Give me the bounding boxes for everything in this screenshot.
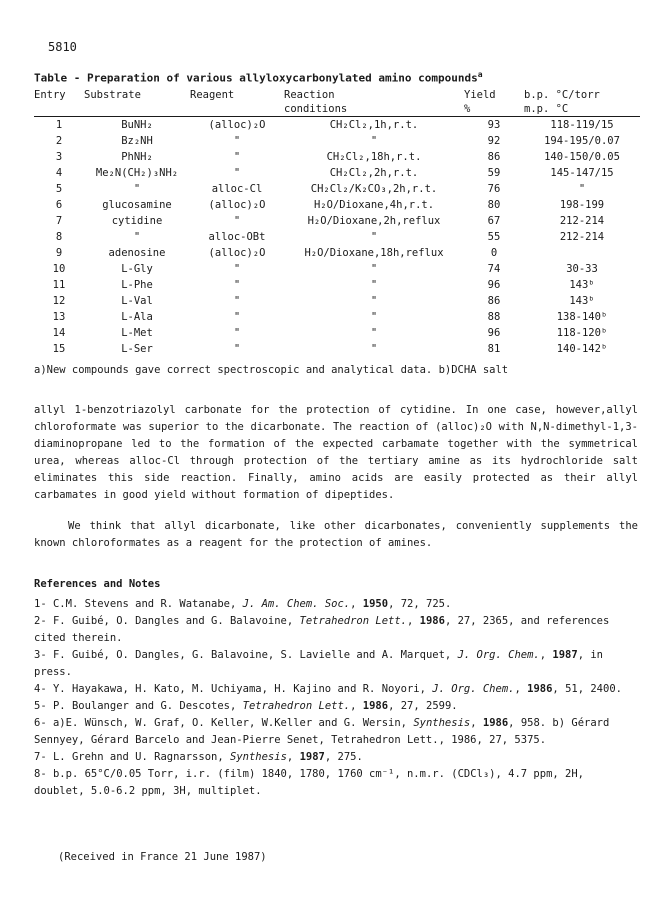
cell-substrate: ": [133, 231, 141, 243]
reference-year: 1987: [299, 751, 325, 763]
reference-journal: J. Org. Chem.: [432, 683, 515, 695]
reference-text: Y. Hayakawa, H. Kato, M. Uchiyama, H. Kajino and R. Noyori,: [52, 683, 433, 695]
table-row: [34, 213, 640, 229]
reference-sep: ,: [350, 598, 363, 610]
cell-reagent: alloc-OBt: [208, 231, 266, 243]
table-row: [34, 165, 640, 181]
cell-reagent: ": [233, 343, 241, 355]
cell-entry: 13: [52, 311, 66, 323]
reference-tail: , 72, 725.: [388, 598, 452, 610]
reference-text: F. Guibé, O. Dangles, G. Balavoine, S. Lavielle and A. Marquet,: [52, 649, 458, 661]
cell-substrate: L-Val: [121, 295, 153, 307]
cell-entry: 15: [52, 343, 66, 355]
header-yield-unit: %: [464, 102, 524, 117]
reference-tail: , 27, 2365, and references cited therein.: [34, 615, 610, 644]
reference-tail: , in press.: [34, 649, 603, 678]
header-yield: Yield: [464, 89, 496, 101]
reference-number: 6-: [34, 717, 47, 729]
cell-bp: 118-119/15: [550, 119, 614, 131]
cell-substrate: L-Ser: [121, 343, 153, 355]
cell-reagent: ": [233, 327, 241, 339]
header-entry: Entry: [34, 89, 66, 101]
cell-reagent: ": [233, 263, 241, 275]
table-row: [34, 325, 640, 341]
cell-reagent: ": [233, 279, 241, 291]
reference-item: [34, 596, 638, 613]
header-reagent: Reagent: [190, 89, 235, 101]
cell-substrate: Bz₂NH: [121, 135, 153, 147]
reference-tail: , 275.: [324, 751, 363, 763]
reference-text: a)E. Wünsch, W. Graf, O. Keller, W.Keller and G. Wersin,: [52, 717, 414, 729]
cell-bp: 212-214: [559, 231, 605, 243]
cell-yield: 93: [487, 119, 501, 131]
cell-substrate: L-Gly: [121, 263, 153, 275]
cell-substrate: L-Phe: [121, 279, 153, 291]
table-row: [34, 261, 640, 277]
cell-substrate: adenosine: [108, 247, 166, 259]
reference-year: 1950: [362, 598, 389, 610]
cell-substrate: L-Met: [121, 327, 153, 339]
cell-yield: 96: [487, 279, 501, 291]
cell-yield: 67: [487, 215, 501, 227]
table-row: [34, 229, 640, 245]
reference-number: 4-: [34, 683, 47, 695]
reference-tail: , 27, 2599.: [388, 700, 458, 712]
cell-bp: 198-199: [559, 199, 605, 211]
cell-reagent: alloc-Cl: [211, 183, 263, 195]
table-header-row: [34, 88, 640, 102]
reference-sep: ,: [407, 615, 420, 627]
cell-conditions: H₂O/Dioxane,18h,reflux: [304, 247, 444, 259]
table-caption-mark: a: [477, 70, 483, 79]
cell-substrate: Me₂N(CH₂)₃NH₂: [95, 167, 179, 179]
cell-conditions: CH₂Cl₂/K₂CO₃,2h,r.t.: [310, 183, 438, 195]
reference-sep: ,: [514, 683, 528, 695]
cell-yield: 86: [487, 151, 501, 163]
cell-reagent: (alloc)₂O: [208, 199, 266, 211]
cell-conditions: ": [370, 311, 378, 323]
cell-yield: 55: [487, 231, 501, 243]
reference-item: [34, 698, 638, 715]
reference-item: [34, 681, 638, 698]
cell-bp: 212-214: [559, 215, 605, 227]
cell-yield: 96: [487, 327, 501, 339]
cell-yield: 92: [487, 135, 501, 147]
cell-entry: 3: [55, 151, 63, 163]
reference-tail: , 51, 2400.: [552, 683, 622, 695]
cell-bp: 30-33: [566, 263, 598, 275]
reference-year: 1986: [419, 615, 445, 627]
cell-entry: 4: [55, 167, 63, 179]
header-reaction: Reaction: [284, 89, 335, 101]
cell-entry: 2: [55, 135, 63, 147]
cell-substrate: L-Ala: [121, 311, 153, 323]
cell-bp: 138-140ᵇ: [556, 311, 608, 323]
cell-conditions: H₂O/Dioxane,4h,r.t.: [313, 199, 435, 211]
cell-entry: 11: [52, 279, 66, 291]
table-row: [34, 293, 640, 309]
cell-bp: [524, 245, 640, 261]
received-date: (Received in France 21 June 1987): [58, 851, 267, 863]
cell-conditions: ": [370, 279, 378, 291]
reference-item: [34, 613, 638, 647]
reference-item: [34, 715, 638, 749]
reference-item: [34, 647, 638, 681]
cell-entry: 8: [55, 231, 63, 243]
cell-bp: 140-150/0.05: [544, 151, 620, 163]
cell-reagent: (alloc)₂O: [208, 247, 266, 259]
cell-conditions: ": [370, 135, 378, 147]
cell-conditions: CH₂Cl₂,1h,r.t.: [329, 119, 419, 131]
table-row: [34, 133, 640, 149]
reference-journal: J. Org. Chem.: [457, 649, 540, 661]
cell-conditions: ": [370, 343, 378, 355]
reference-number: 3-: [34, 649, 47, 661]
header-mp: m.p. °C: [524, 102, 640, 117]
cell-yield: 86: [487, 295, 501, 307]
reference-item: [34, 749, 638, 766]
cell-reagent: ": [233, 167, 241, 179]
cell-bp: 194-195/0.07: [544, 135, 620, 147]
table-caption: [34, 70, 483, 85]
cell-bp: 143ᵇ: [569, 279, 595, 291]
cell-entry: 12: [52, 295, 66, 307]
cell-yield: 88: [487, 311, 501, 323]
reference-text: C.M. Stevens and R. Watanabe,: [52, 598, 243, 610]
cell-reagent: ": [233, 215, 241, 227]
cell-reagent: ": [233, 135, 241, 147]
cell-entry: 7: [55, 215, 63, 227]
table-row: [34, 309, 640, 325]
reference-year: 1986: [362, 700, 389, 712]
header-conditions: conditions: [284, 102, 464, 117]
reference-sep: ,: [350, 700, 363, 712]
reference-journal: J. Am. Chem. Soc.: [242, 598, 351, 610]
table-row: [34, 197, 640, 213]
cell-conditions: ": [370, 263, 378, 275]
table-subheader-row: [34, 102, 640, 117]
cell-substrate: ": [133, 183, 141, 195]
reference-number: 1-: [34, 598, 47, 610]
table-row: [34, 341, 640, 357]
page-number: 5810: [48, 40, 77, 54]
header-substrate: Substrate: [84, 89, 141, 101]
cell-substrate: PhNH₂: [121, 151, 153, 163]
table-row: [34, 245, 640, 261]
reference-number: 5-: [34, 700, 47, 712]
reference-sep: ,: [539, 649, 553, 661]
reference-number: 2-: [34, 615, 47, 627]
cell-substrate: glucosamine: [102, 199, 172, 211]
reference-sep: ,: [286, 751, 300, 763]
cell-reagent: ": [233, 151, 241, 163]
reference-item: [34, 766, 638, 800]
table-row: [34, 117, 640, 134]
reference-text: F. Guibé, O. Dangles and G. Balavoine,: [52, 615, 300, 627]
cell-yield: 74: [487, 263, 501, 275]
reference-year: 1987: [552, 649, 578, 661]
reference-journal: Synthesis: [413, 717, 471, 729]
cell-reagent: ": [233, 295, 241, 307]
cell-yield: 81: [487, 343, 501, 355]
table-row: [34, 181, 640, 197]
cell-entry: 9: [55, 247, 63, 259]
cell-conditions: ": [370, 231, 378, 243]
reference-text: b.p. 65°C/0.05 Torr, i.r. (film) 1840, 1780, 1760 cm⁻¹, n.m.r. (CDCl₃), 4.7 ppm, 2H, doublet, 5.0-6.2 ppm, 3H, multiplet.: [34, 768, 584, 797]
body-paragraph-2: We think that allyl dicarbonate, like other dicarbonates, conveniently supplements the known chloroformates as a reagent for the protection of amines.: [34, 520, 638, 549]
references-list: [34, 596, 638, 800]
cell-substrate: BuNH₂: [121, 119, 153, 131]
cell-bp: 143ᵇ: [569, 295, 595, 307]
cell-conditions: ": [370, 327, 378, 339]
table-row: [34, 149, 640, 165]
references-heading: References and Notes: [34, 578, 161, 590]
body-paragraph-1: allyl 1-benzotriazolyl carbonate for the protection of cytidine. In one case, however,allyl chloroformate was superior to the dicarbonate. The reaction of (alloc)₂O with N,N-dimethyl-1,3-diaminopropane led to the formation of the expected carbamate together with the symmetrical urea, whereas alloc-Cl through protection of the tertiary amine as its hydrochloride salt eliminates this side reaction. Finally, amino acids are easily protected as their allyl carbamates in good yield without formation of dipeptides.: [34, 404, 638, 501]
table-row: [34, 277, 640, 293]
reference-journal: Tetrahedron Lett.: [299, 615, 407, 627]
reference-number: 7-: [34, 751, 47, 763]
reference-text: L. Grehn and U. Ragnarsson,: [52, 751, 230, 763]
cell-entry: 1: [55, 119, 63, 131]
reference-tail: , 958. b) Gérard Sennyey, Gérard Barcelo and Jean-Pierre Senet, Tetrahedron Lett., 1986, 27, 5375.: [34, 717, 610, 746]
reference-journal: Synthesis: [230, 751, 287, 763]
cell-yield: 59: [487, 167, 501, 179]
cell-conditions: CH₂Cl₂,2h,r.t.: [329, 167, 419, 179]
cell-conditions: H₂O/Dioxane,2h,reflux: [307, 215, 441, 227]
table-body: [34, 117, 640, 358]
cell-conditions: ": [370, 295, 378, 307]
cell-conditions: CH₂Cl₂,18h,r.t.: [326, 151, 422, 163]
reference-sep: ,: [470, 717, 483, 729]
cell-bp: 145-147/15: [550, 167, 614, 179]
table-footnote: a)New compounds gave correct spectroscopic and analytical data. b)DCHA salt: [34, 364, 509, 376]
reference-year: 1986: [527, 683, 553, 695]
cell-substrate: cytidine: [111, 215, 163, 227]
cell-entry: 5: [55, 183, 63, 195]
table-caption-text: Table - Preparation of various allyloxycarbonylated amino compounds: [34, 71, 478, 85]
cell-yield: 80: [487, 199, 501, 211]
cell-entry: 14: [52, 327, 66, 339]
header-bp: b.p. °C/torr: [524, 89, 600, 101]
reference-number: 8-: [34, 768, 47, 780]
cell-bp: 140-142ᵇ: [556, 343, 608, 355]
cell-yield: 0: [490, 247, 498, 259]
reference-journal: Tetrahedron Lett.: [242, 700, 351, 712]
cell-bp: ": [578, 183, 586, 195]
reference-text: P. Boulanger and G. Descotes,: [52, 700, 243, 712]
results-table: [34, 88, 640, 357]
reference-year: 1986: [482, 717, 509, 729]
cell-reagent: ": [233, 311, 241, 323]
cell-bp: 118-120ᵇ: [556, 327, 608, 339]
cell-entry: 10: [52, 263, 66, 275]
cell-reagent: (alloc)₂O: [208, 119, 266, 131]
cell-entry: 6: [55, 199, 63, 211]
cell-yield: 76: [487, 183, 501, 195]
